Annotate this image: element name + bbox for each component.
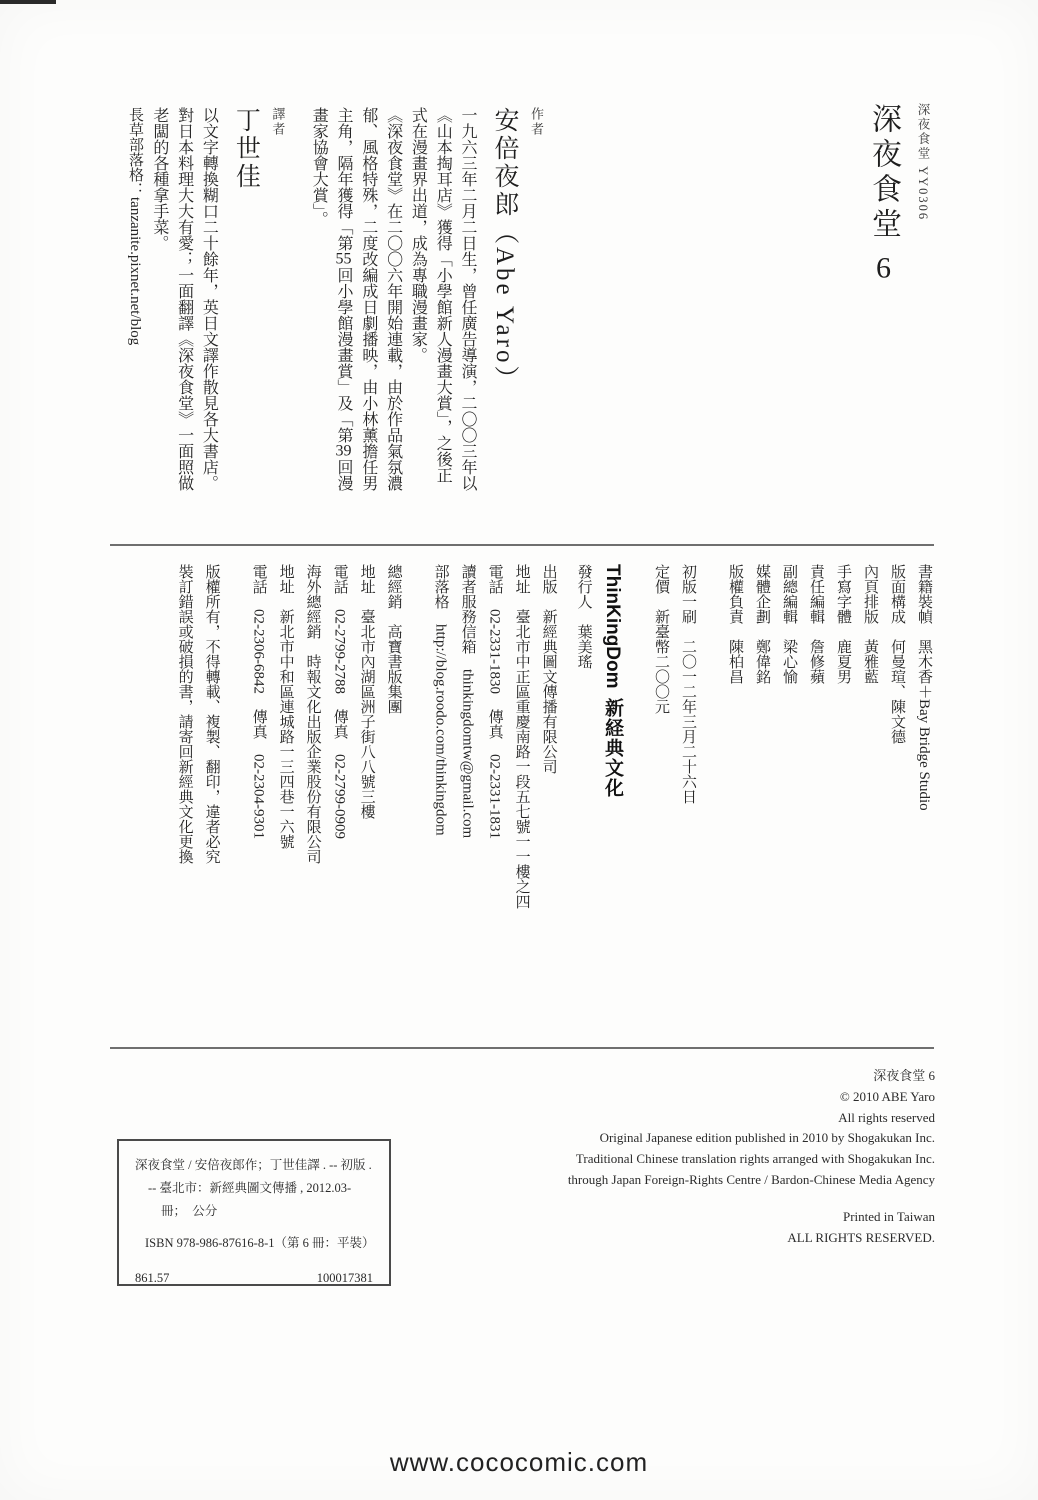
credit-media-planning: 媒體企劃 鄭偉銘 bbox=[754, 564, 770, 684]
scan-edge-artifact bbox=[0, 0, 56, 4]
credit-book-design: 書籍裝幀 黑木香＋Bay Bridge Studio bbox=[916, 564, 932, 811]
cip-record-number: 100017381 bbox=[316, 1270, 373, 1285]
credit-editor: 責任編輯 詹修蘋 bbox=[808, 564, 824, 684]
header-block bbox=[861, 103, 932, 433]
author-bio-2 bbox=[305, 107, 404, 491]
award-number-39: 39 bbox=[335, 443, 352, 459]
reader-service-email: 讀者服務信箱 thinkingdomtw@gmail.com bbox=[459, 564, 476, 839]
rights-original-edition: Original Japanese edition published in 2010 by Shogakukan Inc. bbox=[599, 1130, 935, 1146]
publisher-phone-fax: 電話 02-2331-1830 傳真 02-2331-1831 bbox=[486, 564, 503, 839]
list-price: 定價 新臺幣二〇〇元 bbox=[653, 564, 669, 714]
printed-in-taiwan: Printed in Taiwan bbox=[842, 1208, 935, 1224]
author-bio-2b: 回小學館漫畫賞」及「第 bbox=[335, 267, 353, 443]
publisher-company: 出版 新經典圖文傳播有限公司 bbox=[540, 564, 557, 774]
publisher-blog-url: 部落格 http://blog.roodo.com/thinkingdom bbox=[432, 564, 449, 836]
credit-handwriting: 手寫字體 鹿夏男 bbox=[835, 564, 851, 684]
publisher-address: 地址 臺北市中正區重慶南路一段五七號一一樓之四 bbox=[513, 564, 530, 909]
credit-publisher-person: 發行人 葉美瑤 bbox=[575, 564, 592, 669]
publisher-logo-zh: 新経典文化 bbox=[602, 697, 623, 798]
author-label: 作者 bbox=[529, 107, 544, 137]
credit-typesetting: 內頁排版 黃雅藍 bbox=[862, 564, 878, 684]
cip-numbers-row bbox=[135, 1267, 373, 1290]
translator-name: 丁世佳 bbox=[232, 107, 260, 191]
rights-reserved-line: All rights reserved bbox=[838, 1109, 935, 1125]
publication-credits bbox=[171, 564, 937, 966]
author-bio-2a: 《深夜食堂》在二〇〇六年開始連載，由於作品氣氛濃郁、風格特殊，二度改編成日劇播映，由小林薰擔任男主角，隔年獲得「第 bbox=[335, 107, 402, 491]
cip-box bbox=[117, 1139, 391, 1286]
credit-rights: 版權負責 陳柏昌 bbox=[727, 564, 743, 684]
copyright-notice: 版權所有，不得轉載、複製、翻印，違者必究 bbox=[203, 564, 220, 864]
divider-top bbox=[110, 544, 934, 546]
author-translator-block bbox=[123, 107, 546, 491]
book-title bbox=[861, 103, 905, 433]
overseas-distributor: 海外總經銷 時報文化出版企業股份有限公司 bbox=[304, 564, 321, 864]
site-watermark: www.cococomic.com bbox=[389, 1447, 649, 1477]
credit-layout-composition: 版面構成 何曼瑄、陳文德 bbox=[889, 564, 905, 744]
all-rights-reserved: ALL RIGHTS RESERVED. bbox=[787, 1229, 935, 1245]
author-bio-2c: 回漫畫家協會大賞」。 bbox=[310, 107, 353, 491]
translator-blog-url: 長草部落格：tanzanite.pixnet.net/blog bbox=[127, 107, 144, 346]
overseas-distributor-phone-fax: 電話 02-2306-6842 傳真 02-2304-9301 bbox=[250, 564, 267, 839]
rights-translation: Traditional Chinese translation rights arranged with Shogakukan Inc. bbox=[575, 1151, 935, 1167]
rights-title: 深夜食堂 6 bbox=[873, 1068, 935, 1083]
overseas-distributor-address: 地址 新北市中和區連城路一三四巷一六號 bbox=[277, 564, 294, 849]
author-name: 安倍夜郎（Abe Yaro） bbox=[491, 107, 518, 394]
distributor-address: 地址 臺北市內湖區洲子街八八號三樓 bbox=[358, 564, 375, 819]
first-edition-date: 初版一刷 二〇一二年三月二十六日 bbox=[680, 564, 696, 804]
translator-bio: 以文字轉換糊口二十餘年，英日文譯作散見各大書店。對日本料理大大有愛；一面翻譯《深夜食堂》一面照做老闆的各種拿手菜。 bbox=[150, 107, 218, 491]
publisher-logo-en: ThinKingDom bbox=[602, 564, 623, 689]
distributor-phone-fax: 電話 02-2799-2788 傳真 02-2799-0909 bbox=[331, 564, 348, 839]
cip-isbn: ISBN 978-986-87616-8-1（第 6 冊：平裝） bbox=[145, 1236, 375, 1251]
divider-bottom bbox=[110, 1047, 934, 1049]
series-code: 深夜食堂 YY0306 bbox=[916, 103, 930, 222]
distributor: 總經銷 高寶書版集團 bbox=[385, 564, 402, 714]
translator-label: 譯者 bbox=[270, 107, 286, 137]
credit-deputy-editor: 副總編輯 梁心愉 bbox=[781, 564, 797, 684]
book-title-text: 深夜食堂 bbox=[867, 103, 900, 243]
cip-title-line: 深夜食堂 / 安倍夜郎作；丁世佳譯 . -- 初版 . bbox=[135, 1158, 372, 1172]
rights-agency: through Japan Foreign-Rights Centre / Bardon-Chinese Media Agency bbox=[567, 1171, 935, 1187]
english-rights-block bbox=[568, 1066, 935, 1248]
defect-return-notice: 裝訂錯誤或破損的書，請寄回新經典文化更換 bbox=[176, 564, 193, 864]
cip-class-number: 861.57 bbox=[135, 1270, 170, 1285]
volume-number: 6 bbox=[876, 253, 891, 283]
rights-copyright: © 2010 ABE Yaro bbox=[839, 1088, 935, 1104]
author-bio-1: 一九六三年二月二日生，曾任廣告導演，二〇〇三年以《山本掏耳店》獲得「小學館新人漫畫大賞」，之後正式在漫畫界出道，成為專職漫畫家。 bbox=[409, 107, 476, 491]
cip-publisher-line: -- 臺北市：新經典圖文傳播 , 2012.03- bbox=[148, 1181, 352, 1196]
publisher-logo bbox=[597, 564, 627, 966]
award-number-55: 55 bbox=[335, 251, 352, 267]
cip-format-line: 冊； 公分 bbox=[161, 1204, 218, 1219]
